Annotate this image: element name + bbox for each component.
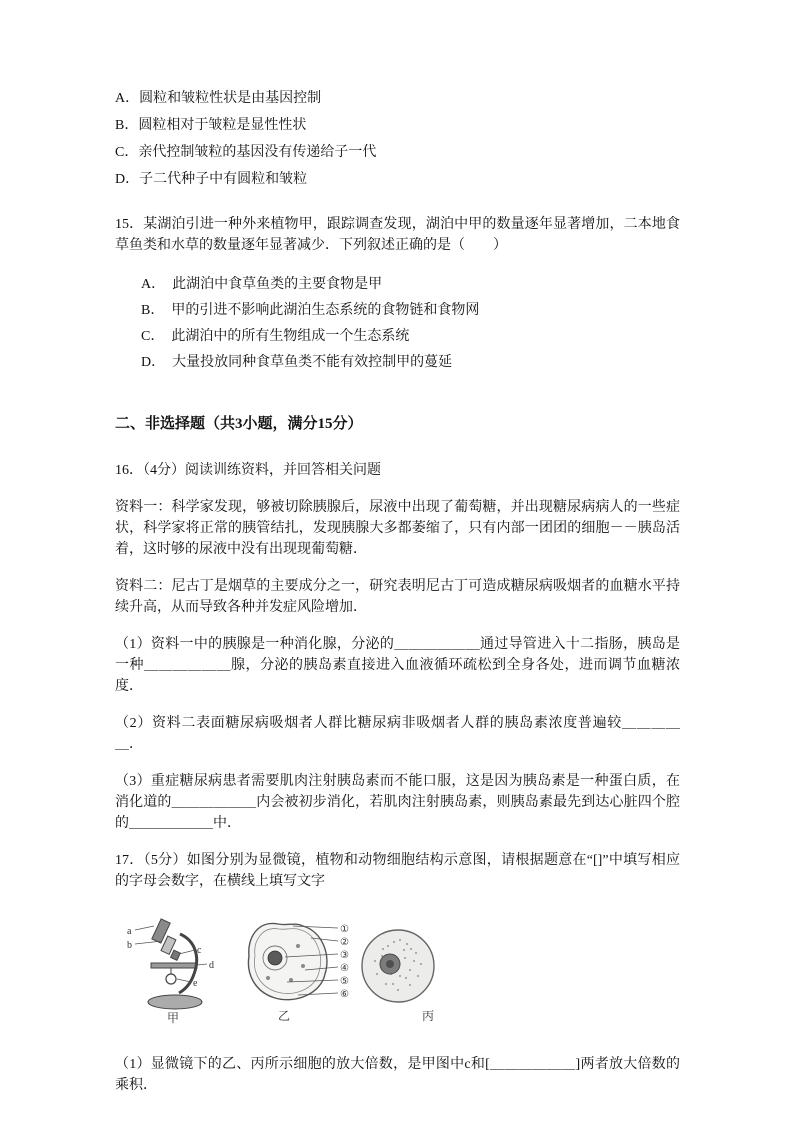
plant-cell-organelle-dot [296, 944, 300, 948]
microscope-label-c: c [197, 944, 202, 956]
microscope-label-b: b [127, 939, 132, 951]
caption-bing: 丙 [422, 1008, 435, 1023]
callout-5: ⑤ [340, 975, 349, 987]
option-b: B． 甲的引进不影响此湖泊生态系统的食物链和食物网 [141, 303, 480, 318]
option-b: B．圆粒相对于皱粒是显性性状 [115, 118, 307, 133]
leader-e [177, 979, 191, 982]
option-a: A． 此湖泊中食草鱼类的主要食物是甲 [141, 277, 383, 292]
cell-microscope-figure [123, 916, 463, 1028]
question-14-options [115, 88, 680, 190]
caption-jia: 甲 [167, 1010, 180, 1025]
q16-sub-question-3: （3）重症糖尿病患者需要肌肉注射胰岛素而不能口服，这是因为胰岛素是一种蛋白质，在消化道的＿＿＿＿＿＿内会被初步消化，若肌肉注射胰岛素，则胰岛素最先到达心脏四个腔的＿＿＿＿＿＿中． [115, 773, 680, 831]
option-d: D． 大量投放同种食草鱼类不能有效控制甲的蔓延 [141, 355, 453, 370]
microscope-label-d: d [209, 959, 214, 971]
microscope-label-a: a [127, 925, 132, 937]
question-16-stem: 16．（4分）阅读训练资料，并回答相关问题 [115, 462, 381, 478]
microscope-base [148, 995, 202, 1009]
q16-material-2: 资料二：尼古丁是烟草的主要成分之一，研究表明尼古丁可造成糖尿病吸烟者的血糖水平持续升高，从而导致各种并发症风险增加． [115, 578, 680, 615]
plant-cell-organelle-dot [301, 964, 305, 968]
question-15-options [115, 274, 680, 373]
animal-cell-drawing [362, 930, 434, 1023]
leader-a [135, 926, 154, 930]
microscope-stage [151, 963, 197, 968]
leader-b [135, 941, 162, 944]
leader-d [197, 964, 207, 965]
callout-6: ⑥ [340, 988, 349, 1000]
figure-svg [123, 916, 463, 1028]
microscope-label-e: e [193, 977, 198, 989]
caption-yi: 乙 [278, 1008, 291, 1023]
option-c: C．亲代控制皱粒的基因没有传递给子一代 [115, 145, 377, 160]
microscope-drawing [127, 918, 214, 1024]
microscope-mirror [166, 974, 176, 984]
plant-cell-drawing [248, 923, 349, 1023]
option-c: C． 此湖泊中的所有生物组成一个生态系统 [141, 329, 410, 344]
section-2-header: 二、非选择题（共3小题，满分15分） [115, 416, 363, 432]
q16-sub-question-2: （2）资料二表面糖尿病吸烟者人群比糖尿病非吸烟者人群的胰岛素浓度普遍较＿＿＿＿＿． [115, 715, 680, 752]
option-a: A．圆粒和皱粒性状是由基因控制 [115, 91, 322, 106]
q17-sub-question-1: （1）显微镜下的乙、丙所示细胞的放大倍数，是甲图中c和[＿＿＿＿＿＿]两者放大倍数的乘积． [115, 1056, 680, 1093]
callout-2: ② [340, 936, 349, 948]
microscope-objective [171, 950, 181, 960]
q16-material-1: 资料一：科学家发现，够被切除胰腺后，尿液中出现了葡萄糖，并出现糖尿病病人的一些症状，科学家将正常的胰管结扎，发现胰腺大多都萎缩了，只有内部一团团的细胞－－胰岛活着，这时够的尿液中没有出现现葡萄糖． [115, 499, 680, 557]
callout-4: ④ [340, 962, 349, 974]
question-17-stem: 17．（5分）如图分别为显微镜，植物和动物细胞结构示意图，请根据题意在“[]”中填写相应的字母会数字，在横线上填写文字 [115, 852, 680, 889]
question-15-stem: 15．某湖泊引进一种外来植物甲，跟踪调查发现，湖泊中甲的数量逐年显著增加，二本地食草鱼类和水草的数量逐年显著减少．下列叙述正确的是（ ） [115, 217, 680, 253]
plant-cell-nucleus [268, 951, 282, 965]
q16-sub-question-1: （1）资料一中的胰腺是一种消化腺，分泌的＿＿＿＿＿＿通过导管进入十二指肠，胰岛是一种＿＿＿＿＿＿腺，分泌的胰岛素直接进入血液循环疏松到全身各处，进而调节血糖浓度． [115, 636, 680, 694]
callout-1: ① [340, 923, 349, 935]
animal-cell-nucleolus [386, 960, 394, 968]
plant-cell-organelle-dot [266, 976, 270, 980]
leader-c [179, 950, 195, 954]
option-d: D．子二代种子中有圆粒和皱粒 [115, 172, 308, 187]
callout-3: ③ [340, 949, 349, 961]
